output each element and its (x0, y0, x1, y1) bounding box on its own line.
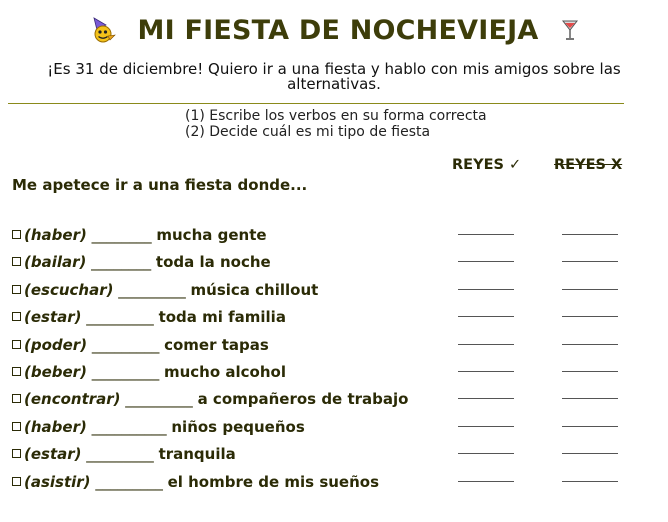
reyes-yes-blank[interactable] (458, 371, 514, 372)
column-header-reyes-yes: REYES ✓ (452, 157, 522, 173)
checkbox-icon[interactable] (12, 394, 21, 403)
exercise-row (12, 226, 652, 253)
reyes-yes-blank[interactable] (458, 398, 514, 399)
lead-text: Me apetece ir a una fiesta donde... (12, 176, 308, 194)
verb-prompt: (estar) (24, 445, 82, 464)
cocktail-glass-icon (560, 18, 580, 42)
answer-blank[interactable]: _________ (120, 390, 198, 409)
reyes-no-blank[interactable] (562, 398, 618, 399)
exercise-row (12, 363, 652, 390)
reyes-yes-blank[interactable] (458, 316, 514, 317)
answer-blank[interactable]: __________ (86, 417, 172, 436)
reyes-yes-blank[interactable] (458, 453, 514, 454)
phrase-text: comer tapas (164, 335, 269, 354)
checkbox-icon[interactable] (12, 449, 21, 458)
checkbox-icon[interactable] (12, 422, 21, 431)
reyes-no-blank[interactable] (562, 426, 618, 427)
phrase-text: toda la noche (155, 253, 271, 272)
exercise-row (12, 336, 652, 363)
verb-prompt: (beber) (24, 362, 87, 381)
verb-prompt: (haber) (24, 417, 87, 436)
checkbox-icon[interactable] (12, 367, 21, 376)
exercise-list (12, 226, 652, 500)
reyes-no-blank[interactable] (562, 316, 618, 317)
phrase-text: niños pequeños (171, 417, 305, 436)
exercise-row (12, 418, 652, 445)
party-wizard-icon (88, 16, 116, 44)
column-header-reyes-no: REYES X (554, 157, 623, 173)
reyes-no-blank[interactable] (562, 453, 618, 454)
reyes-no-blank[interactable] (562, 371, 618, 372)
verb-prompt: (escuchar) (24, 280, 114, 299)
exercise-row (12, 445, 652, 472)
answer-blank[interactable]: _________ (87, 335, 165, 354)
reyes-yes-blank[interactable] (458, 261, 514, 262)
phrase-text: tranquila (158, 445, 236, 464)
verb-prompt: (estar) (24, 308, 82, 327)
divider (8, 103, 624, 104)
phrase-text: a compañeros de trabajo (197, 390, 409, 409)
exercise-row (12, 308, 652, 335)
verb-prompt: (bailar) (24, 253, 87, 272)
title-row (0, 8, 668, 52)
reyes-no-blank[interactable] (562, 289, 618, 290)
exercise-row (12, 253, 652, 280)
reyes-yes-blank[interactable] (458, 234, 514, 235)
answer-blank[interactable]: _________ (113, 280, 191, 299)
phrase-text: mucha gente (156, 226, 267, 244)
verb-prompt: (encontrar) (24, 390, 121, 409)
answer-blank[interactable]: _________ (81, 308, 159, 327)
reyes-no-blank[interactable] (562, 234, 618, 235)
answer-blank[interactable]: ________ (86, 253, 156, 272)
phrase-text: mucho alcohol (163, 362, 286, 381)
checkbox-icon[interactable] (12, 340, 21, 349)
checkbox-icon[interactable] (12, 257, 21, 266)
instruction-2: (2) Decide cuál es mi tipo de fiesta (185, 124, 431, 140)
exercise-row (12, 281, 652, 308)
checkbox-icon[interactable] (12, 312, 21, 321)
intro-text: ¡Es 31 de diciembre! Quiero ir a una fiesta y hablo con mis amigos sobre las alternativas. (47, 60, 621, 93)
phrase-text: toda mi familia (158, 308, 286, 327)
answer-blank[interactable]: _________ (86, 362, 164, 381)
answer-blank[interactable]: _________ (81, 445, 159, 464)
checkbox-icon[interactable] (12, 285, 21, 294)
reyes-no-blank[interactable] (562, 261, 618, 262)
reyes-yes-blank[interactable] (458, 481, 514, 482)
exercise-row (12, 390, 652, 417)
phrase-text: música chillout (190, 280, 319, 299)
reyes-yes-blank[interactable] (458, 344, 514, 345)
answer-blank[interactable]: _________ (90, 472, 168, 491)
verb-prompt: (asistir) (24, 472, 91, 491)
reyes-no-blank[interactable] (562, 481, 618, 482)
verb-prompt: (poder) (24, 335, 88, 354)
answer-blank[interactable]: ________ (86, 226, 157, 244)
instructions (185, 108, 487, 140)
exercise-row (12, 473, 652, 500)
checkbox-icon[interactable] (12, 230, 21, 239)
instruction-1: (1) Escribe los verbos en su forma correcta (185, 108, 487, 124)
reyes-yes-blank[interactable] (458, 426, 514, 427)
reyes-yes-blank[interactable] (458, 289, 514, 290)
page-title: MI FIESTA DE NOCHEVIEJA (137, 14, 539, 46)
checkbox-icon[interactable] (12, 477, 21, 486)
verb-prompt: (haber) (24, 226, 87, 244)
reyes-no-blank[interactable] (562, 344, 618, 345)
phrase-text: el hombre de mis sueños (167, 472, 380, 491)
